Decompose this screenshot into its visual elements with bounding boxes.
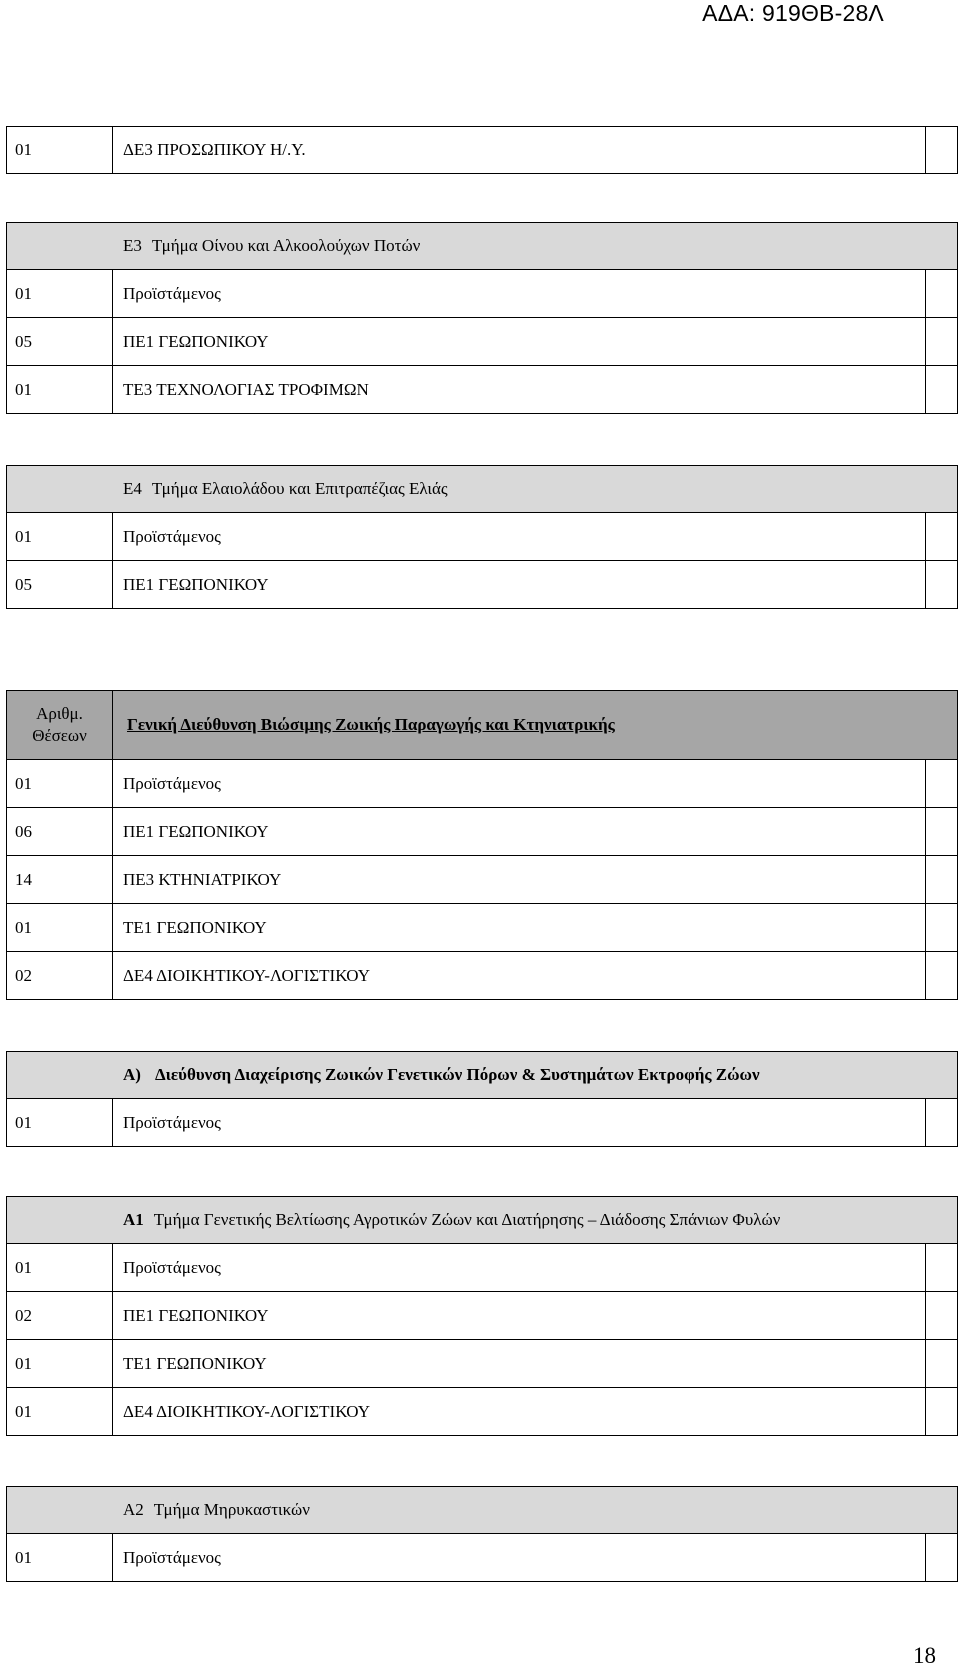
section-name: Τμήμα Γενετικής Βελτίωσης Αγροτικών Ζώων και Διατήρησης – Διάδοσης Σπάνιων Φυλών: [153, 1210, 781, 1229]
section-header-row: [6, 465, 958, 513]
section-name: Διεύθυνση Διαχείρισης Ζωικών Γενετικών Πόρων & Συστημάτων Εκτροφής Ζώων: [154, 1065, 760, 1084]
table-row: [6, 1340, 958, 1388]
empty-cell: [7, 1052, 113, 1098]
section-code: Ε4: [123, 479, 142, 498]
count-column-header: [7, 691, 113, 759]
position-title: Προϊστάμενος: [123, 283, 221, 303]
section-title: [113, 223, 957, 269]
table-block-3: [6, 465, 958, 609]
empty-cell: [925, 1244, 957, 1291]
position-count: 05: [7, 318, 113, 365]
position-count: 01: [7, 904, 113, 951]
table-row: [6, 1099, 958, 1147]
position-title: ΤΕ1 ΓΕΩΠΟΝΙΚΟΥ: [123, 1353, 267, 1373]
position-count: 01: [7, 1099, 113, 1146]
section-code: Α1: [123, 1210, 144, 1229]
table-row: [6, 856, 958, 904]
empty-cell: [925, 856, 957, 903]
section-code: Α): [123, 1065, 141, 1084]
table-row: [6, 561, 958, 609]
position-title: ΔΕ4 ΔΙΟΙΚΗΤΙΚΟΥ-ΛΟΓΙΣΤΙΚΟΥ: [123, 965, 371, 985]
position-title: ΠΕ1 ΓΕΩΠΟΝΙΚΟΥ: [123, 821, 269, 841]
table-block-4: [6, 690, 958, 1000]
position-count: 14: [7, 856, 113, 903]
count-header-line2: Θέσεων: [32, 726, 87, 745]
section-header-row: [6, 1051, 958, 1099]
position-count: 01: [7, 366, 113, 413]
empty-cell: [925, 952, 957, 999]
empty-cell: [925, 318, 957, 365]
table-block-5: [6, 1051, 958, 1147]
position-count: 01: [7, 270, 113, 317]
empty-cell: [925, 127, 957, 173]
table-row: [6, 760, 958, 808]
ada-code: ΑΔΑ: 919ΘΒ-28Λ: [702, 0, 884, 26]
table-row: [6, 1292, 958, 1340]
section-code: Ε3: [123, 236, 142, 255]
empty-cell: [925, 1534, 957, 1581]
count-header-line1: Αριθμ.: [36, 704, 83, 723]
table-row: [6, 270, 958, 318]
position-title: ΠΕ1 ΓΕΩΠΟΝΙΚΟΥ: [123, 1305, 269, 1325]
table-block-2: [6, 222, 958, 414]
empty-cell: [7, 223, 113, 269]
position-title: ΠΕ1 ΓΕΩΠΟΝΙΚΟΥ: [123, 574, 269, 594]
section-header-row: [6, 222, 958, 270]
empty-cell: [925, 760, 957, 807]
table-row: [6, 904, 958, 952]
position-title: ΔΕ3 ΠΡΟΣΩΠΙΚΟΥ Η/.Υ.: [123, 140, 306, 159]
section-title: [113, 1052, 957, 1098]
empty-cell: [7, 1197, 113, 1243]
position-title: Προϊστάμενος: [123, 1547, 221, 1567]
table-row: [6, 1244, 958, 1292]
position-count: 01: [7, 1244, 113, 1291]
position-count: 01: [7, 760, 113, 807]
section-title: [113, 1197, 957, 1243]
table-row: [6, 952, 958, 1000]
table-row: [6, 1534, 958, 1582]
empty-cell: [7, 466, 113, 512]
position-count: 01: [7, 1388, 113, 1435]
empty-cell: [925, 366, 957, 413]
section-name: Τμήμα Μηρυκαστικών: [153, 1500, 310, 1519]
position-count: 05: [7, 561, 113, 608]
table-row: [6, 808, 958, 856]
table-block-1: [6, 126, 958, 174]
position-title: Προϊστάμενος: [123, 773, 221, 793]
table-block-7: [6, 1486, 958, 1582]
table-row: [6, 318, 958, 366]
section-title: [113, 1487, 957, 1533]
section-header-row: [6, 1486, 958, 1534]
table-block-6: [6, 1196, 958, 1436]
position-title: ΤΕ3 ΤΕΧΝΟΛΟΓΙΑΣ ΤΡΟΦΙΜΩΝ: [123, 379, 369, 399]
position-title: Προϊστάμενος: [123, 526, 221, 546]
section-code: Α2: [123, 1500, 144, 1519]
section-header-row: [6, 1196, 958, 1244]
empty-cell: [925, 808, 957, 855]
empty-cell: [925, 1099, 957, 1146]
position-title: ΔΕ4 ΔΙΟΙΚΗΤΙΚΟΥ-ΛΟΓΙΣΤΙΚΟΥ: [123, 1401, 371, 1421]
position-count: 02: [7, 952, 113, 999]
page-number: 18: [913, 1643, 936, 1668]
empty-cell: [925, 1340, 957, 1387]
empty-cell: [925, 513, 957, 560]
position-title: Προϊστάμενος: [123, 1112, 221, 1132]
section-title: [113, 466, 957, 512]
position-count: 01: [7, 127, 113, 173]
section-name: Τμήμα Ελαιολάδου και Επιτραπέζιας Ελιάς: [151, 479, 448, 498]
empty-cell: [925, 270, 957, 317]
empty-cell: [925, 904, 957, 951]
table-row: [6, 513, 958, 561]
directorate-header-row: [6, 690, 958, 760]
position-title: ΠΕ3 ΚΤΗΝΙΑΤΡΙΚΟΥ: [123, 869, 282, 889]
position-count: 01: [7, 1534, 113, 1581]
empty-cell: [925, 1292, 957, 1339]
position-title: ΤΕ1 ΓΕΩΠΟΝΙΚΟΥ: [123, 917, 267, 937]
position-count: 01: [7, 1340, 113, 1387]
table-row: [6, 1388, 958, 1436]
empty-cell: [7, 1487, 113, 1533]
position-title: Προϊστάμενος: [123, 1257, 221, 1277]
position-count: 02: [7, 1292, 113, 1339]
position-count: 06: [7, 808, 113, 855]
table-row: [6, 126, 958, 174]
directorate-title: Γενική Διεύθυνση Βιώσιμης Ζωικής Παραγωγής και Κτηνιατρικής: [127, 715, 615, 734]
empty-cell: [925, 1388, 957, 1435]
position-title: ΠΕ1 ΓΕΩΠΟΝΙΚΟΥ: [123, 331, 269, 351]
section-name: Τμήμα Οίνου και Αλκοολούχων Ποτών: [151, 236, 421, 255]
table-row: [6, 366, 958, 414]
position-count: 01: [7, 513, 113, 560]
empty-cell: [925, 561, 957, 608]
